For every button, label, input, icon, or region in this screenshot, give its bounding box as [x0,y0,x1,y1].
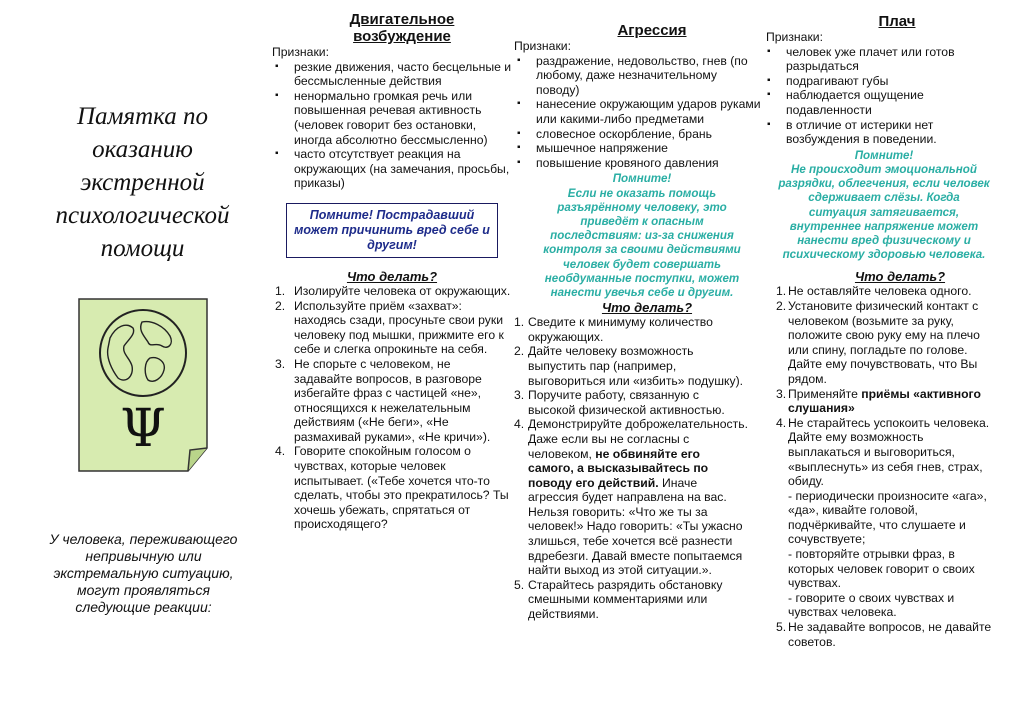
step-number: 2. [514,344,525,359]
list-item [272,284,512,299]
step-number: 5. [514,577,525,592]
step-text: Используйте приём «захват»: находясь сзади, просуньте свои руки человеку под мышки, прижмите его к себе и слегка опрокиньте на себя. [294,298,504,357]
step-text: Не задавайте вопросов, не давайте советов. [788,620,992,649]
crying-section [762,13,1024,649]
list-item [514,315,748,344]
step-text: Сведите к минимуму количество окружающих. [528,315,713,344]
step-number: 3. [514,388,525,403]
cover-intro-line: У человека, переживающего [49,531,238,547]
step-number: 1. [514,315,525,330]
step-text: Не старайтесь успокоить человека. Дайте ему возможность выплакаться и выговориться, «выплеснуть» из себя гнев, страх, обиду. [788,415,990,489]
crying-remember-note [762,149,1024,263]
step-text: - говорите о своих чувствах и чувствах человека. [788,590,955,620]
step-number: 4. [776,415,787,430]
cover-title-line: помощи [100,235,185,262]
remember-text: Если не оказать помощь разъярённому человеку, это приведёт к опасным последствиям: из-за снижения контроля за своими действиями человек будет совершать необдуманные поступки, может нанести увечья себе и другим. [543,186,741,299]
list-item: ▪ ненормально громкая речь или повышенная речевая активность (человек говорит без остановки, иногда абсолютно бессмысленно) [272,89,512,147]
psychology-globe-icon [78,298,208,472]
aggression-steps-list [512,315,762,621]
list-item: ▪ мышечное напряжение [514,141,762,156]
step-text: - периодически произносите «ага», «да», кивайте головой, подчёркивайте, что слушаете и сочувствуете; [788,488,987,547]
step-text: - повторяйте отрывки фраз, в которых человек говорит о своих чувствах. [788,547,975,591]
list-item [776,591,998,620]
step-text: Старайтесь разрядить обстановку смешными комментариями или действиями. [528,577,723,622]
step-text: Изолируйте человека от окружающих. [294,283,511,298]
step-number: 4. [514,417,525,432]
remember-text: Не происходит эмоциональной разрядки, облегчения, если человек сдерживает слёзы. Когда ситуация затягивается, внутреннее напряжение может нанести вред физическому и психическому здоровью человека. [778,162,990,262]
list-item: ▪ наблюдается ощущение подавленности [764,88,1004,117]
cover-title [30,100,255,265]
list-item [272,299,512,357]
step-text: Установите физический контакт с человеком (возьмите за руку, положите свою руку ему на плечо или спину, погладьте по голове. Дайте ему почувствовать, что Вы рядом. [788,298,980,386]
cover-intro-line: могут проявляться [76,582,210,598]
motor-remember-box: Помните! Пострадавший может причинить вред себе и другим! [286,203,498,258]
crying-signs-label: Признаки: [766,30,823,44]
aggression-what-to-do-heading: Что делать? [601,300,693,316]
aggression-remember-note [512,172,762,300]
cover-intro-line: непривычную или [85,548,202,564]
aggression-signs-list [512,54,762,171]
list-item [776,489,998,547]
motor-heading-line: Двигательное [349,11,455,28]
aggression-signs-label: Признаки: [514,39,571,53]
step-number: 2. [275,298,286,313]
list-item [776,416,998,489]
step-number: 1. [275,283,286,298]
motor-excitement-section [272,11,512,532]
list-item: ▪ раздражение, недовольство, гнев (по любому, даже незначительному поводу) [514,54,762,98]
list-item [776,284,998,299]
list-item: ▪ словесное оскорбление, брань [514,127,762,142]
crying-steps-list [762,284,1024,649]
cover-intro [36,531,251,616]
motor-signs-label: Признаки: [272,45,329,59]
step-text: Иначе агрессия будет направлена на вас. Нельзя говорить: «Что же ты за человек!» Надо говорить: «Ты ужасно злишься, тебе хочется всё разнести вдребезги. Давай вместе попытаемся найти выход из этой ситуации.». [528,475,743,578]
step-text: Поручите работу, связанную с высокой физической активностью. [528,388,725,417]
list-item: ▪ подрагивают губы [764,74,1004,89]
list-item [272,357,512,445]
list-item: ▪ повышение кровяного давления [514,156,762,171]
step-number: 3. [275,356,286,371]
step-text: Применяйте [788,386,862,401]
motor-heading-line: возбуждение [353,28,451,45]
list-item [514,344,748,388]
step-number: 3. [776,386,787,401]
cover-intro-line: следующие реакции: [75,599,212,615]
list-item [776,387,998,416]
list-item: ▪ нанесение окружающим ударов руками или какими-либо предметами [514,97,762,126]
list-item: ▪ человек уже плачет или готов разрыдаться [764,45,1004,74]
step-number: 5. [776,620,787,635]
list-item: ▪ в отличие от истерики нет возбуждения в поведении. [764,118,1004,147]
cover-title-line: Памятка по [76,103,208,130]
step-number: 4. [275,444,286,459]
step-emphasis: не обвиняйте его самого, а высказывайтесь по поводу его действий. [528,446,709,490]
list-item: ▪ часто отсутствует реакция на окружающих (на замечания, просьбы, приказы) [272,147,512,191]
list-item [776,299,998,387]
remember-title: Помните! [854,148,914,162]
motor-signs-list [272,60,512,191]
list-item [272,444,512,532]
aggression-section [512,22,762,622]
step-text: Не оставляйте человека одного. [788,284,972,299]
motor-steps-list [272,284,512,532]
svg-text:Ψ: Ψ [120,399,166,459]
list-item [514,417,748,578]
step-text: Дайте человеку возможность выпустить пар (например, выговориться или «избить» подушку). [528,344,744,388]
step-text: Говорите спокойным голосом о чувствах, которые человек испытывает. («Тебе хочется что-то сделать, чтобы это прекратилось? Ты хочешь убежать, спрятаться от происходящего? [294,444,509,532]
step-number: 2. [776,298,787,313]
step-number: 1. [776,284,787,299]
remember-title: Помните! [612,172,672,186]
cover-title-line: психологической [55,202,230,229]
crying-signs-list [762,45,1024,147]
motor-heading [272,11,512,45]
list-item [776,547,998,591]
step-text: Не спорьте с человеком, не задавайте вопросов, в разговоре избегайте фраз с частицей «не», относящихся к нежелательным действиям («Не беги», «Не размахивай руками», «Не кричи»). [294,356,491,444]
step-text: Демонстрируйте доброжелательность. Даже если вы не согласны с человеком, [528,417,748,461]
aggression-heading: Агрессия [617,22,687,39]
list-item [514,388,748,417]
step-emphasis: приёмы «активного слушания» [788,386,981,416]
cover-title-line: оказанию [92,136,193,163]
cover-title-line: экстренной [80,169,205,196]
motor-what-to-do-heading: Что делать? [346,268,438,284]
cover-intro-line: экстремальную ситуацию, [53,565,234,581]
list-item [776,620,998,649]
crying-what-to-do-heading: Что делать? [854,269,946,285]
crying-heading: Плач [878,13,916,30]
list-item [514,578,748,622]
list-item: ▪ резкие движения, часто бесцельные и бессмысленные действия [272,60,512,89]
